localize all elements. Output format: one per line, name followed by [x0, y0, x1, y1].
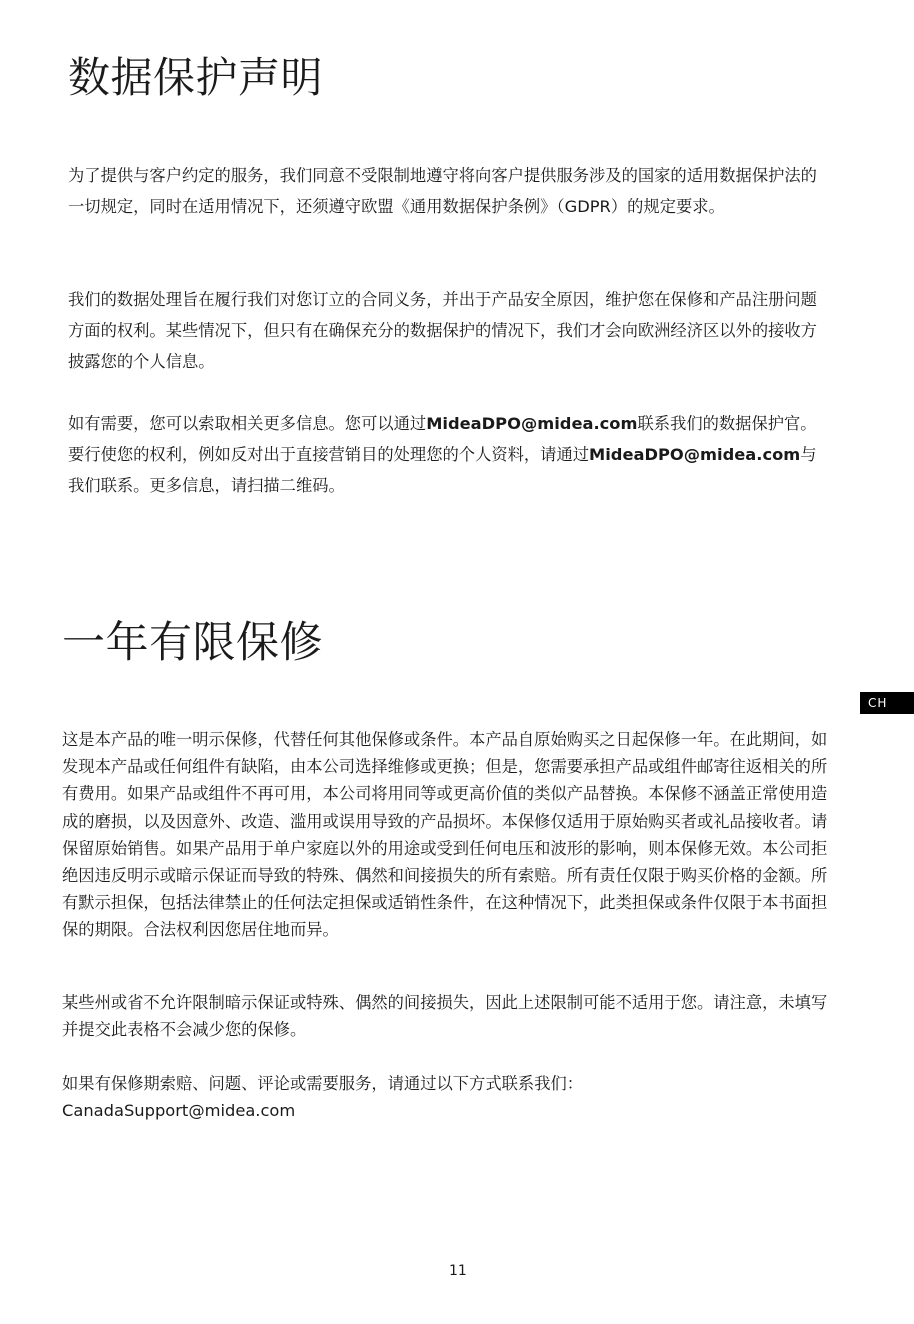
dp-contact-text-1: 如有需要，您可以索取相关更多信息。您可以通过: [68, 414, 427, 433]
warranty-paragraph-2: 某些州或省不允许限制暗示保证或特殊、偶然的间接损失，因此上述限制可能不适用于您。请注意，未填写并提交此表格不会减少您的保修。: [62, 993, 828, 1040]
warranty-contact-paragraph: [62, 1070, 828, 1124]
warranty-title: 一年有限保修: [62, 618, 323, 668]
dpo-email-link-2[interactable]: MideaDPO@midea.com: [589, 445, 801, 464]
data-protection-paragraph-3: [68, 408, 828, 501]
warranty-paragraph-1: 这是本产品的唯一明示保修，代替任何其他保修或条件。本产品自原始购买之日起保修一年。在此期间，如发现本产品或任何组件有缺陷，由本公司选择维修或更换；但是，您需要承担产品或组件邮寄往返相关的所有费用。如果产品或组件不再可用，本公司将用同等或更高价值的类似产品替换。本保修不涵盖正常使用造成的磨损，以及因意外、改造、滥用或误用导致的产品损坏。本保修仅适用于原始购买者或礼品接收者。请保留原始销售。如果产品用于单户家庭以外的用途或受到任何电压和波形的影响，则本保修无效。本公司拒绝因违反明示或暗示保证而导致的特殊、偶然和间接损失的所有索赔。所有责任仅限于购买价格的金额。所有默示担保，包括法律禁止的任何法定担保或适销性条件，在这种情况下，此类担保或条件仅限于本书面担保的期限。合法权利因您居住地而异。: [62, 730, 828, 940]
support-email-link[interactable]: CanadaSupport@midea.com: [62, 1101, 296, 1121]
dp-contact-text-3: 与我们联系。更多信息，请扫描二维码。: [68, 445, 817, 495]
warranty-contact-text: 如果有保修期索赔、问题、评论或需要服务，请通过以下方式联系我们：: [62, 1074, 584, 1093]
dpo-email-link-1[interactable]: MideaDPO@midea.com: [426, 414, 638, 433]
dp-contact-text-2: 联系我们的数据保护官。要行使您的权利，例如反对出于直接营销目的处理您的个人资料，请通过: [68, 414, 817, 464]
data-protection-paragraph-1: 为了提供与客户约定的服务，我们同意不受限制地遵守将向客户提供服务涉及的国家的适用数据保护法的一切规定，同时在适用情况下，还须遵守欧盟《通用数据保护条例》（GDPR）的规定要求。: [68, 166, 817, 216]
data-protection-paragraph-2: 我们的数据处理旨在履行我们对您订立的合同义务，并出于产品安全原因，维护您在保修和产品注册问题方面的权利。某些情况下，但只有在确保充分的数据保护的情况下，我们才会向欧洲经济区以外的接收方披露您的个人信息。: [68, 290, 817, 371]
data-protection-title: 数据保护声明: [68, 53, 324, 102]
language-tab: CH: [860, 692, 914, 714]
page-number: 11: [449, 1263, 467, 1279]
